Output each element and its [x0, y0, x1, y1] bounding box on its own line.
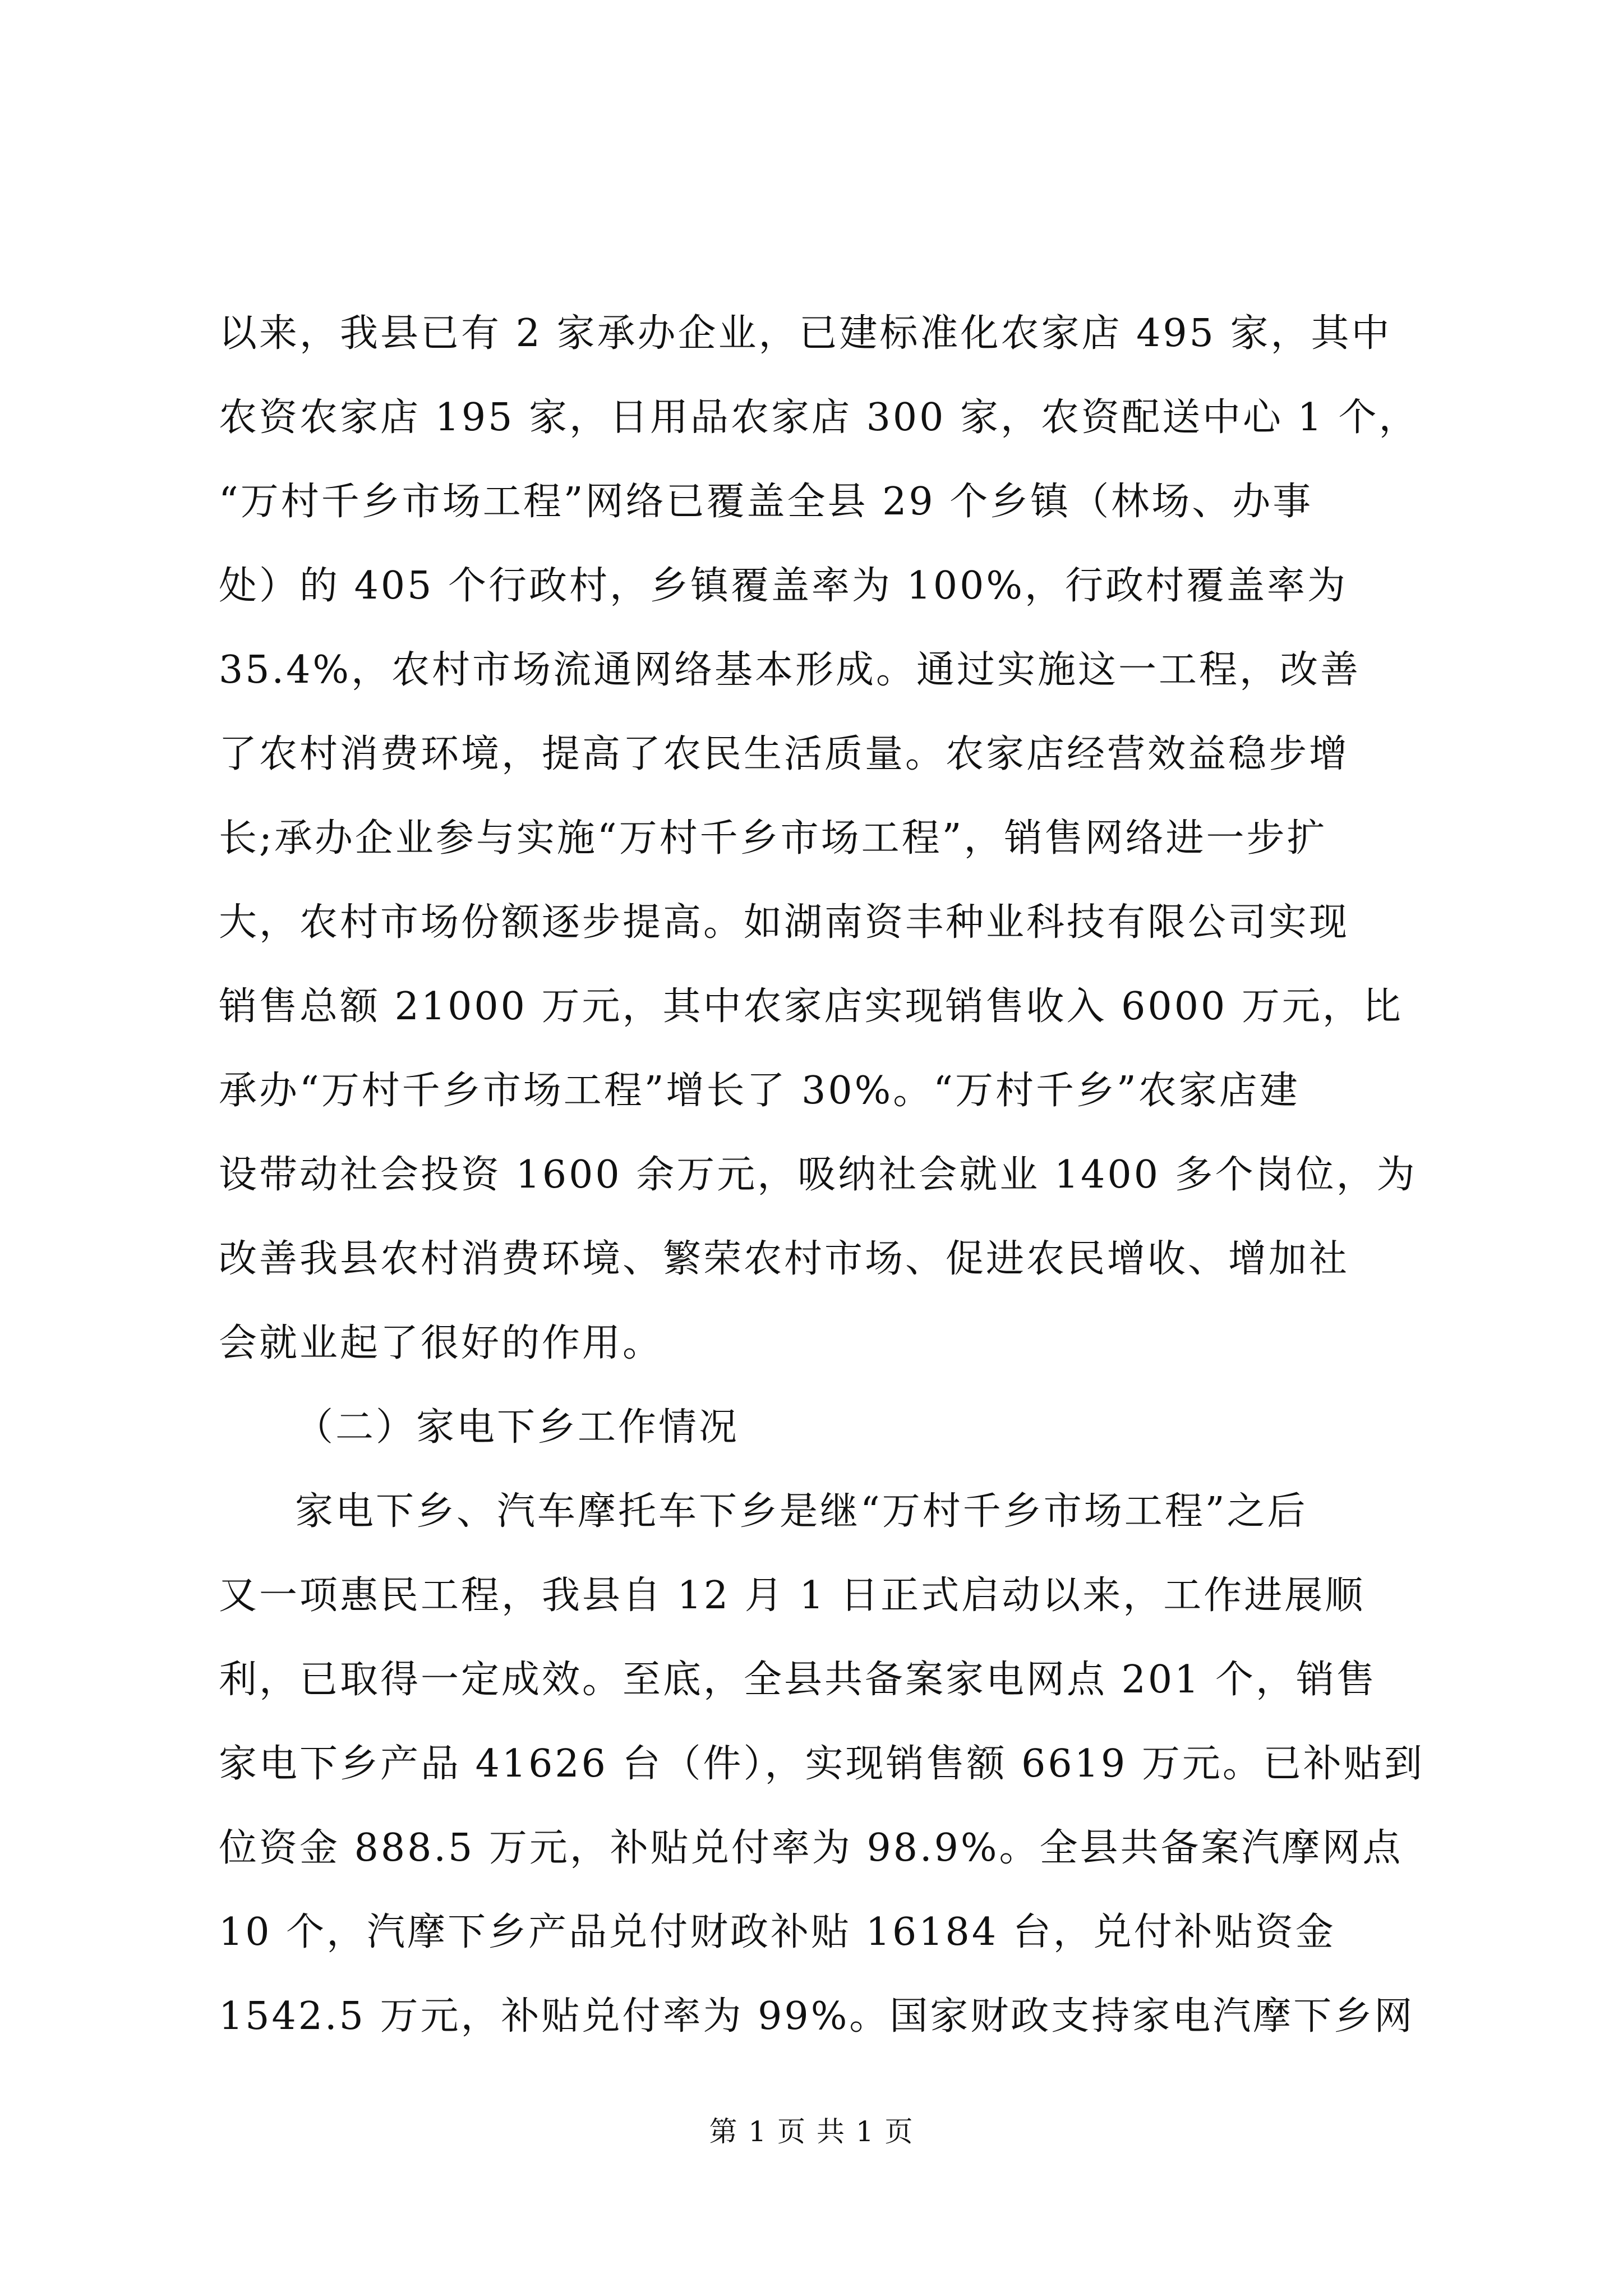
text-line: 1542.5 万元，补贴兑付率为 99%。国家财政支持家电汽摩下乡网: [219, 1994, 1415, 2039]
text-line: 处）的 405 个行政村，乡镇覆盖率为 100%，行政村覆盖率为: [219, 564, 1348, 608]
text-line: 大，农村市场份额逐步提高。如湖南资丰种业科技有限公司实现: [219, 900, 1350, 945]
text-line: 会就业起了很好的作用。: [219, 1321, 663, 1365]
text-line: 销售总额 21000 万元，其中农家店实现销售收入 6000 万元，比: [219, 984, 1403, 1029]
text-line: 35.4%，农村市场流通网络基本形成。通过实施这一工程，改善: [219, 648, 1361, 692]
text-line: 农资农家店 195 家，日用品农家店 300 家，农资配送中心 1 个，: [219, 395, 1419, 440]
text-line: 改善我县农村消费环境、繁荣农村市场、促进农民增收、增加社: [219, 1237, 1350, 1281]
paragraph-first-line: 家电下乡、汽车摩托车下乡是继“万村千乡市场工程”之后: [295, 1489, 1308, 1534]
text-line: 了农村消费环境，提高了农民生活质量。农家店经营效益稳步增: [219, 732, 1350, 776]
body-text: [219, 292, 1424, 2059]
section-heading: （二）家电下乡工作情况: [295, 1405, 740, 1450]
text-line: “万村千乡市场工程”网络已覆盖全县 29 个乡镇（林场、办事: [219, 480, 1313, 524]
page-footer: 第 1 页 共 1 页: [709, 2115, 914, 2148]
text-line: 设带动社会投资 1600 余万元，吸纳社会就业 1400 多个岗位，为: [219, 1153, 1417, 1197]
text-line: 长;承办企业参与实施“万村千乡市场工程”，销售网络进一步扩: [219, 816, 1327, 861]
text-line: 又一项惠民工程，我县自 12 月 1 日正式启动以来，工作进展顺: [219, 1573, 1366, 1618]
text-line: 利，已取得一定成效。至底，全县共备案家电网点 201 个，销售: [219, 1658, 1377, 1702]
text-line: 10 个，汽摩下乡产品兑付财政补贴 16184 台，兑付补贴资金: [219, 1910, 1336, 1954]
text-line: 家电下乡产品 41626 台（件），实现销售额 6619 万元。已补贴到: [219, 1742, 1424, 1786]
text-line: 以来，我县已有 2 家承办企业，已建标准化农家店 495 家，其中: [219, 311, 1392, 356]
text-line: 位资金 888.5 万元，补贴兑付率为 98.9%。全县共备案汽摩网点: [219, 1826, 1403, 1870]
text-line: 承办“万村千乡市场工程”增长了 30%。“万村千乡”农家店建: [219, 1069, 1300, 1113]
